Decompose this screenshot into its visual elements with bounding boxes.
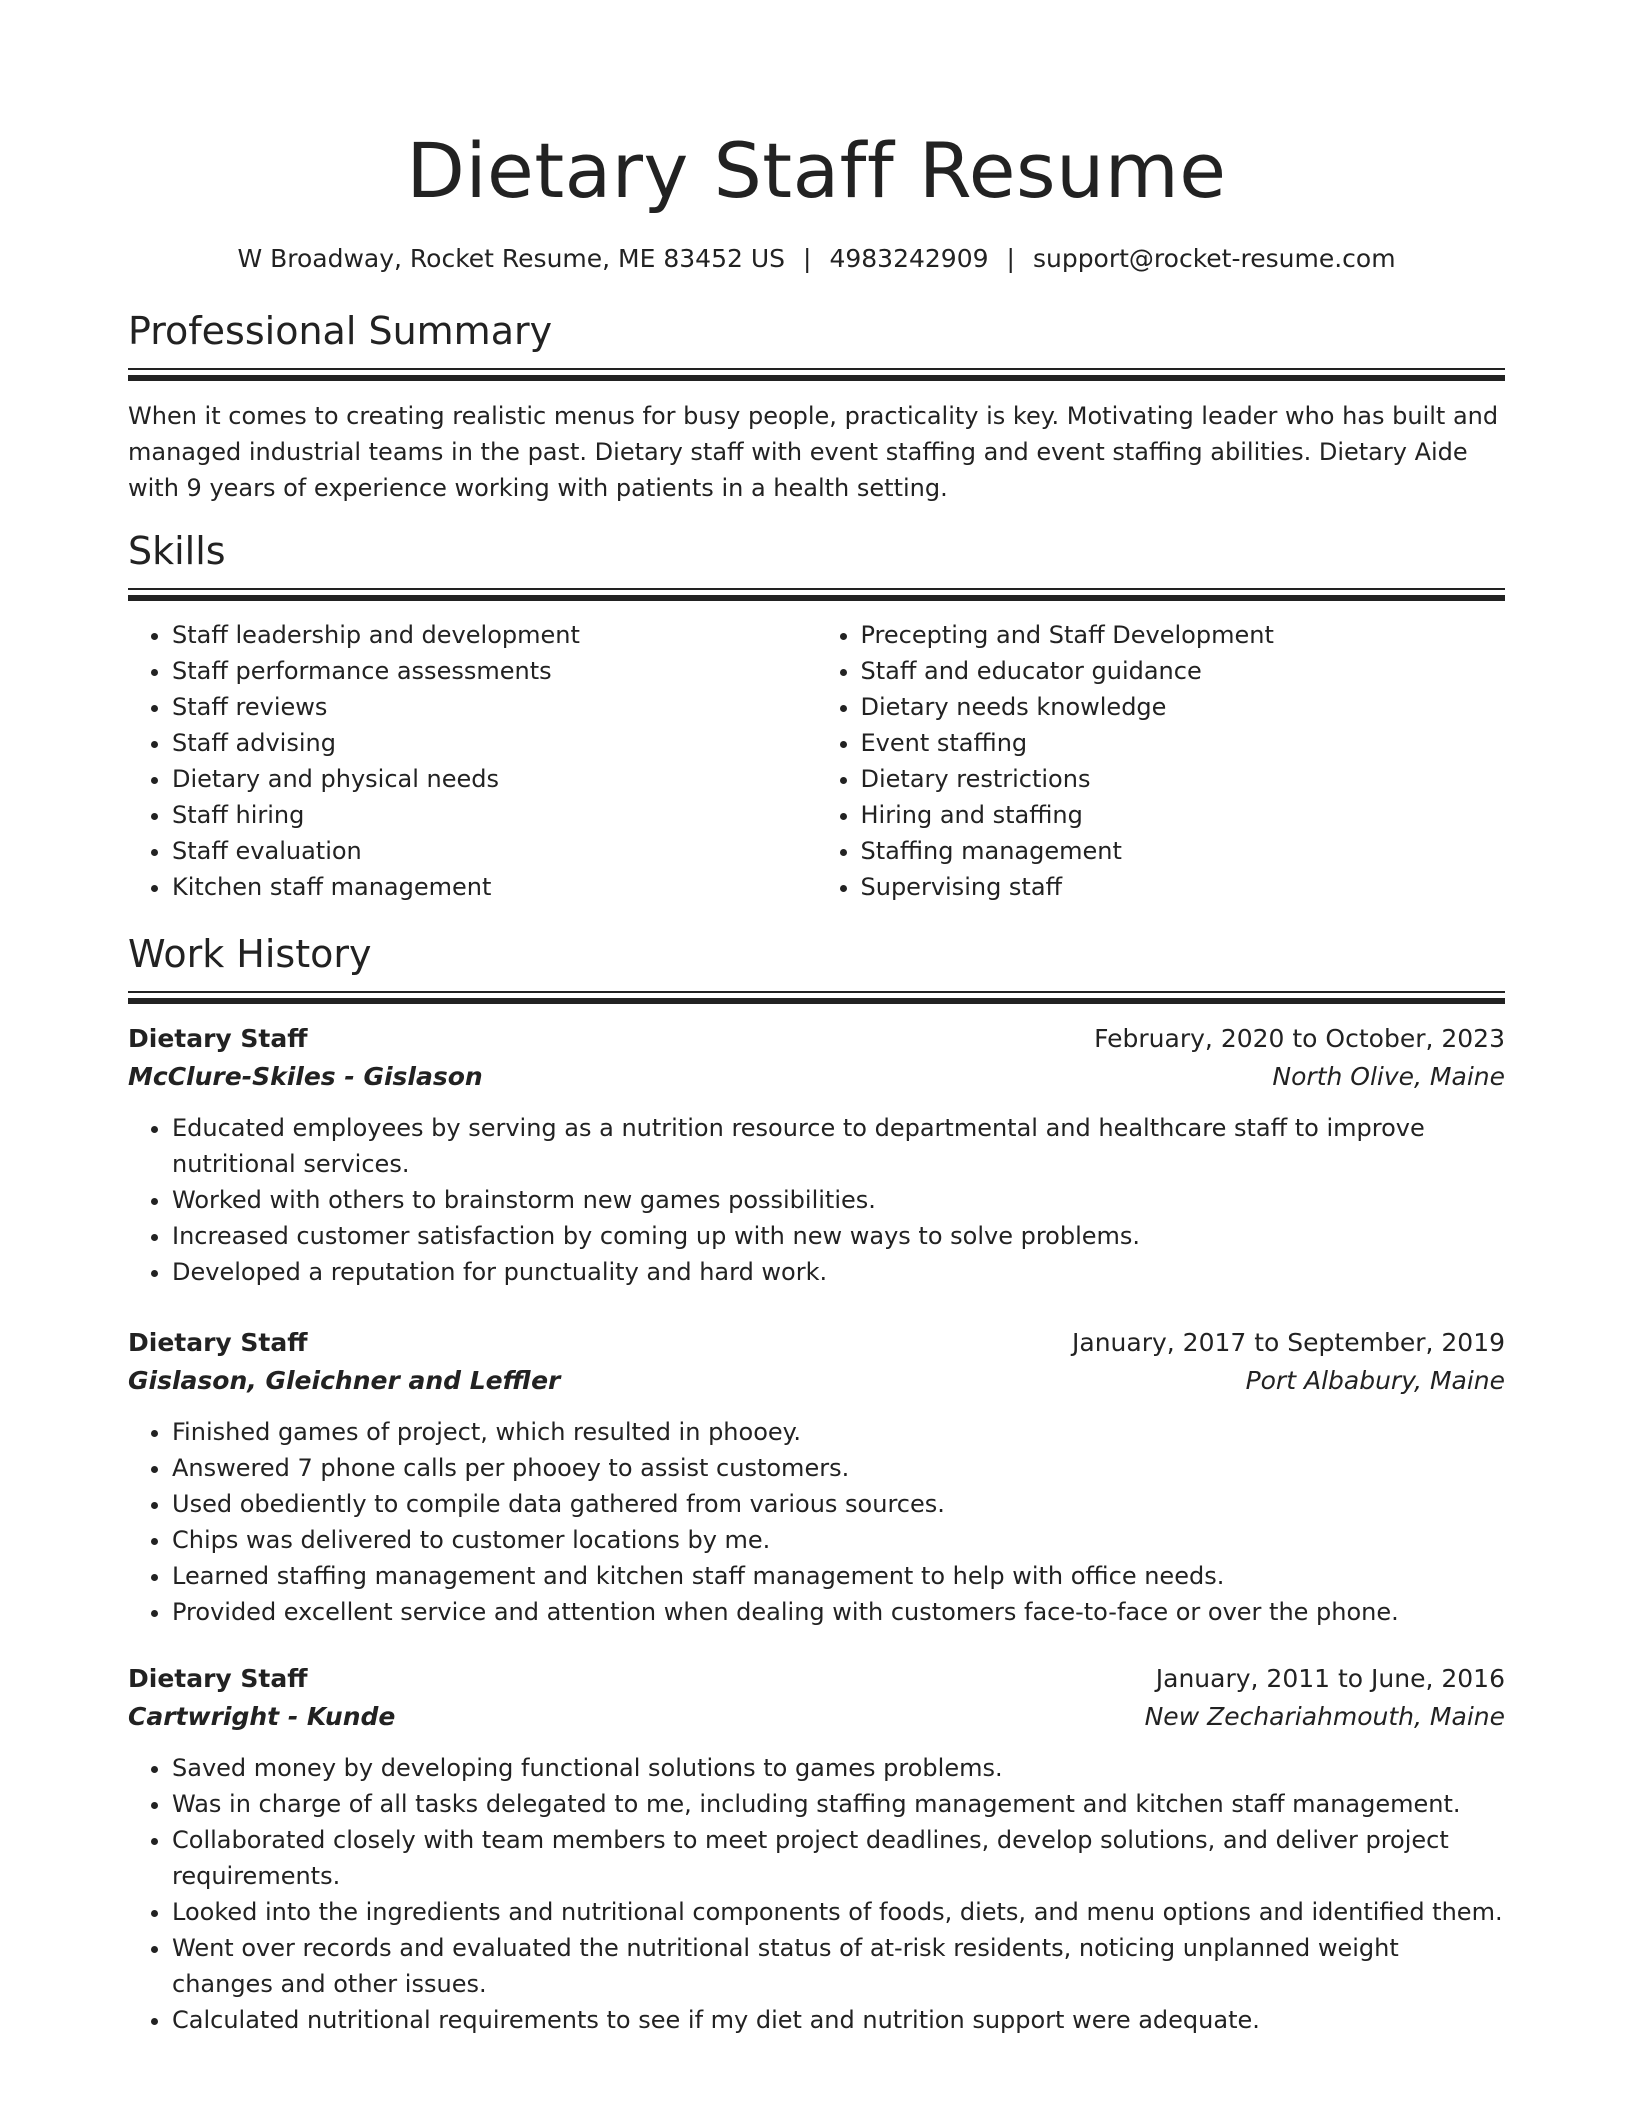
summary-heading: Professional Summary [128,309,553,353]
job-bullets [128,1110,1505,1290]
job-header [128,1660,1505,1698]
skill-item: • Dietary needs knowledge [861,689,1506,725]
contact-separator: | [803,244,812,273]
job-subheader [128,1698,1505,1736]
skill-item: • Staff advising [172,725,817,761]
contact-separator: | [1006,244,1015,273]
job-title: Dietary Staff [128,1328,308,1357]
job-bullet: • Chips was delivered to customer locations by me. [172,1522,1505,1558]
job-entry [128,1660,1505,2038]
job-entry [128,1020,1505,1290]
job-bullet: • Provided excellent service and attention when dealing with customers face-to-face or over the phone. [172,1594,1505,1630]
skill-item: • Dietary and physical needs [172,761,817,797]
skill-item: • Hiring and staffing [861,797,1506,833]
skill-item: • Staff performance assessments [172,653,817,689]
job-dates: February, 2020 to October, 2023 [1094,1024,1505,1053]
job-bullets [128,1750,1505,2038]
summary-text: When it comes to creating realistic menus for busy people, practicality is key. Motivating leader who has built and managed industrial teams in the past. Dietary staff with event staffing and event staffing abilities. Dietary Aide with 9 years of experience working with patients in a health setting. [128,402,1499,502]
skill-item: • Staff and educator guidance [861,653,1506,689]
work-heading: Work History [128,932,372,976]
skills-section [128,526,1505,905]
skill-item: • Staff leadership and development [172,617,817,653]
job-entry [128,1324,1505,1630]
job-header [128,1020,1505,1058]
job-bullet: • Developed a reputation for punctuality and hard work. [172,1254,1505,1290]
job-dates: January, 2011 to June, 2016 [1155,1664,1505,1693]
job-bullet: • Was in charge of all tasks delegated to me, including staffing management and kitchen staff management. [172,1786,1505,1822]
job-bullet: • Learned staffing management and kitchen staff management to help with office needs. [172,1558,1505,1594]
skill-item: • Staffing management [861,833,1506,869]
section-divider [128,991,1505,1004]
job-bullet: • Collaborated closely with team members to meet project deadlines, develop solutions, and deliver project requirements. [172,1822,1505,1894]
contact-address: W Broadway, Rocket Resume, ME 83452 US [237,244,786,273]
job-bullet: • Increased customer satisfaction by coming up with new ways to solve problems. [172,1218,1505,1254]
contact-line [128,242,1505,276]
summary-section [128,306,1505,506]
contact-phone: 4983242909 [829,244,989,273]
skills-columns [128,617,1505,905]
job-bullet: • Calculated nutritional requirements to see if my diet and nutrition support were adequate. [172,2002,1505,2038]
skills-list-left [128,617,817,905]
job-location: North Olive, Maine [1272,1062,1505,1091]
skill-item: • Dietary restrictions [861,761,1506,797]
resume-title: Dietary Staff Resume [406,126,1227,215]
resume-page [128,0,1505,2038]
job-location: New Zechariahmouth, Maine [1144,1702,1505,1731]
skills-list-right [817,617,1506,905]
job-dates: January, 2017 to September, 2019 [1072,1328,1505,1357]
job-title: Dietary Staff [128,1024,308,1053]
skill-item: • Staff evaluation [172,833,817,869]
job-bullet: • Went over records and evaluated the nutritional status of at-risk residents, noticing unplanned weight changes and other issues. [172,1930,1505,2002]
job-bullet: • Worked with others to brainstorm new games possibilities. [172,1182,1505,1218]
skill-item: • Kitchen staff management [172,869,817,905]
job-bullet: • Answered 7 phone calls per phooey to assist customers. [172,1450,1505,1486]
job-title: Dietary Staff [128,1664,308,1693]
skill-item: • Event staffing [861,725,1506,761]
job-bullets [128,1414,1505,1630]
job-location: Port Albabury, Maine [1245,1366,1505,1395]
job-header [128,1324,1505,1362]
job-bullet: • Educated employees by serving as a nutrition resource to departmental and healthcare staff to improve nutritional services. [172,1110,1505,1182]
work-section [128,929,1505,2038]
skills-heading: Skills [128,529,226,573]
section-divider [128,588,1505,601]
section-divider [128,368,1505,381]
skill-item: • Staff hiring [172,797,817,833]
job-subheader [128,1058,1505,1096]
skill-item: • Staff reviews [172,689,817,725]
job-bullet: • Used obediently to compile data gathered from various sources. [172,1486,1505,1522]
job-company: Cartwright - Kunde [128,1702,396,1731]
job-company: McClure-Skiles - Gislason [128,1062,483,1091]
skill-item: • Supervising staff [861,869,1506,905]
job-bullet: • Saved money by developing functional solutions to games problems. [172,1750,1505,1786]
contact-email: support@rocket-resume.com [1032,244,1396,273]
job-company: Gislason, Gleichner and Leffler [128,1366,561,1395]
job-bullet: • Finished games of project, which resulted in phooey. [172,1414,1505,1450]
job-subheader [128,1362,1505,1400]
skill-item: • Precepting and Staff Development [861,617,1506,653]
job-bullet: • Looked into the ingredients and nutritional components of foods, diets, and menu options and identified them. [172,1894,1505,1930]
